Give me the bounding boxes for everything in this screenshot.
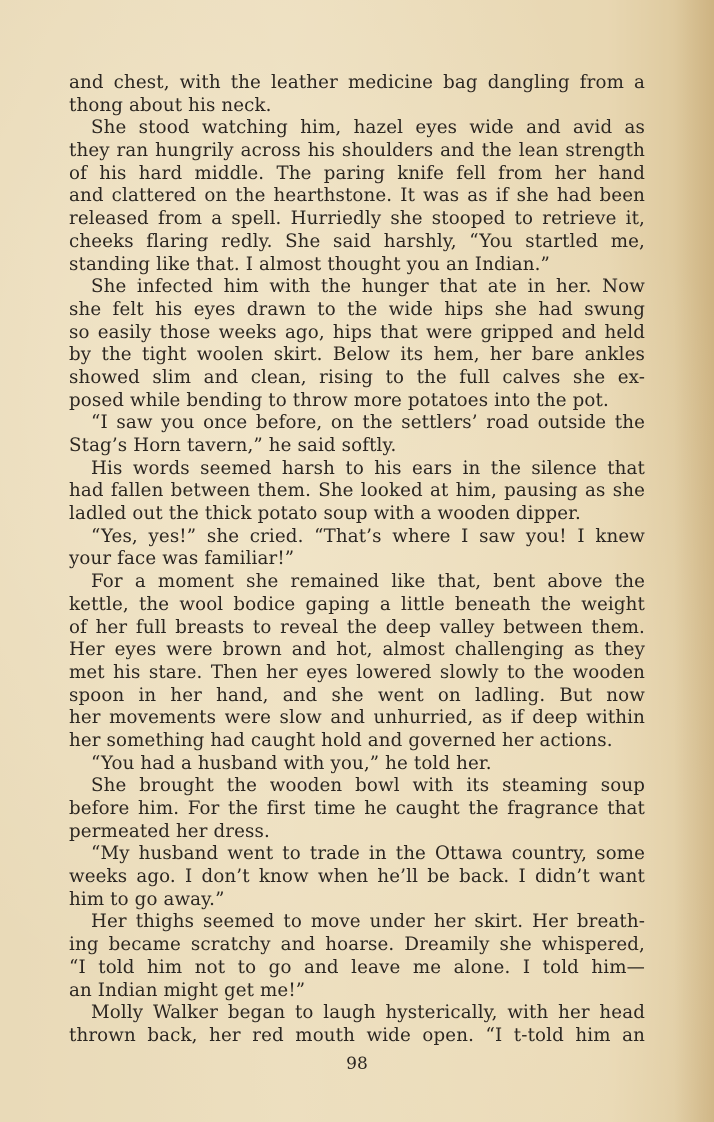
text-line: His words seemed harsh to his ears in the silence that bbox=[91, 457, 645, 479]
body-text bbox=[69, 72, 645, 1048]
text-line: “Yes, yes!” she cried. “That’s where I saw you! I knew bbox=[91, 525, 645, 547]
text-line: “My husband went to trade in the Ottawa country, some bbox=[91, 843, 645, 865]
text-line: and clattered on the hearthstone. It was as if she had been bbox=[69, 185, 645, 207]
page-number: 98 bbox=[346, 1054, 368, 1074]
text-line: released from a spell. Hurriedly she stooped to retrieve it, bbox=[69, 208, 645, 230]
text-line: and chest, with the leather medicine bag dangling from a bbox=[69, 72, 645, 93]
text-line: met his stare. Then her eyes lowered slowly to the wooden bbox=[69, 661, 645, 683]
text-line: had fallen between them. She looked at him, pausing as she bbox=[69, 480, 645, 502]
text-line: weeks ago. I don’t know when he’ll be back. I didn’t want bbox=[69, 866, 645, 888]
text-line: ing became scratchy and hoarse. Dreamily she whispered, bbox=[69, 934, 645, 956]
text-line: “I told him not to go and leave me alone. I told him— bbox=[69, 956, 645, 978]
text-line: Molly Walker began to laugh hysterically, with her head bbox=[91, 1002, 645, 1024]
text-line: showed slim and clean, rising to the full calves she ex- bbox=[69, 366, 645, 388]
text-line: “You had a husband with you,” he told her. bbox=[91, 752, 492, 774]
text-line: him to go away.” bbox=[69, 888, 225, 910]
text-line: so easily those weeks ago, hips that were gripped and held bbox=[69, 321, 645, 343]
text-line: of his hard middle. The paring knife fell from her hand bbox=[69, 162, 645, 184]
text-line: she felt his eyes drawn to the wide hips she had swung bbox=[69, 298, 645, 320]
text-line: For a moment she remained like that, bent above the bbox=[91, 571, 645, 593]
text-line: cheeks flaring redly. She said harshly, “You startled me, bbox=[69, 230, 645, 252]
text-line: her movements were slow and unhurried, as if deep within bbox=[69, 707, 645, 729]
text-line: standing like that. I almost thought you an Indian.” bbox=[69, 253, 550, 275]
text-line: She brought the wooden bowl with its steaming soup bbox=[91, 775, 645, 797]
text-line: She infected him with the hunger that ate in her. Now bbox=[91, 276, 645, 298]
text-line: posed while bending to throw more potatoes into the pot. bbox=[69, 389, 609, 411]
text-line: of her full breasts to reveal the deep valley between them. bbox=[69, 616, 645, 638]
text-line: Stag’s Horn tavern,” he said softly. bbox=[69, 435, 397, 456]
text-line: thong about his neck. bbox=[69, 94, 272, 116]
text-line: ladled out the thick potato soup with a wooden dipper. bbox=[69, 503, 581, 525]
text-line: kettle, the wool bodice gaping a little beneath the weight bbox=[69, 593, 645, 615]
text-line: her something had caught hold and governed her actions. bbox=[69, 729, 613, 751]
text-line: by the tight woolen skirt. Below its hem, her bare ankles bbox=[69, 344, 645, 366]
text-line: permeated her dress. bbox=[69, 820, 270, 842]
text-line: they ran hungrily across his shoulders and the lean strength bbox=[69, 140, 645, 162]
text-line: Her thighs seemed to move under her skirt. Her breath- bbox=[91, 911, 645, 933]
text-line: thrown back, her red mouth wide open. “I t-told him an bbox=[69, 1024, 645, 1046]
text-line: your face was familiar!” bbox=[69, 548, 295, 570]
text-line: an Indian might get me!” bbox=[69, 979, 306, 1001]
text-line: She stood watching him, hazel eyes wide and avid as bbox=[91, 117, 645, 139]
text-line: spoon in her hand, and she went on ladling. But now bbox=[69, 684, 645, 706]
text-line: “I saw you once before, on the settlers’ road outside the bbox=[91, 412, 645, 434]
text-line: Her eyes were brown and hot, almost challenging as they bbox=[69, 639, 645, 661]
text-line: before him. For the first time he caught the fragrance that bbox=[69, 798, 645, 819]
page-edge-shadow bbox=[674, 0, 714, 1122]
